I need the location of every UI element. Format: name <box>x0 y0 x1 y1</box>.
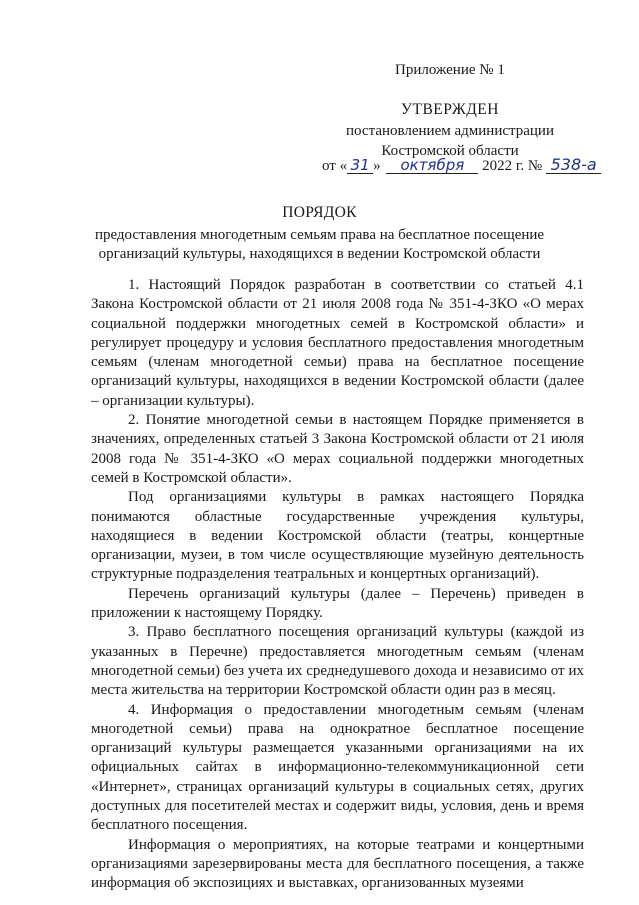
paragraph-4: Перечень организаций культуры (далее – Перечень) приведен в приложении к настоящему Порядку. <box>91 585 584 622</box>
decree-date-number <box>322 155 601 177</box>
paragraph-1: 1. Настоящий Порядок разработан в соответствии со статьей 4.1 Закона Костромской области от 21 июля 2008 года № 351-4-ЗКО «О мерах социальной поддержки многодетных семей в Костромской области» и регулирует процедуру и условия бесплатного предоставления многодетным семьям (членам многодетной семьи) права на бесплатное посещение организаций культуры, находящихся в ведении Костромской области (далее – организации культуры). <box>91 277 584 409</box>
paragraph-3: Под организациями культуры в рамках настоящего Порядка понимаются областные государственные учреждения культуры, находящиеся в ведении Костромской области (театры, концертные организации, музеи, в том числе осуществляющие музейную деятельность структурные подразделения театральных и концертных организаций). <box>91 489 584 583</box>
subtitle-line-2: организаций культуры, находящихся в ведении Костромской области <box>98 246 541 262</box>
number-prefix: № <box>527 158 543 174</box>
paragraph-2: 2. Понятие многодетной семьи в настоящем Порядке применяется в значениях, определенных статьей 3 Закона Костромской области от 21 июля 2008 года № 351-4-ЗКО «О мерах социальной поддержки многодетных семей в Костромской области». <box>91 412 584 486</box>
date-year: 2022 г. <box>482 158 525 174</box>
approval-block <box>300 100 600 161</box>
approved-title: УТВЕРЖДЕН <box>401 101 499 118</box>
document-title: ПОРЯДОК <box>282 204 357 221</box>
handwritten-day: 31 <box>347 157 373 174</box>
document-body <box>91 276 584 894</box>
appendix-label: Приложение № 1 <box>395 62 505 78</box>
paragraph-7: Информация о мероприятиях, на которые театрами и концертными организациями зарезервированы места для бесплатного посещения, а также информация об экспозициях и выставках, организованных музеями <box>91 836 584 892</box>
handwritten-number: 538-а <box>546 157 601 174</box>
date-prefix: от « <box>322 158 348 174</box>
paragraph-5: 3. Право бесплатного посещения организаций культуры (каждой из указанных в Перечне) предоставляется многодетным семьям (членам многодетной семьи) без учета их среднедушевого дохода и независимо от их места жительства на территории Костромской области один раз в месяц. <box>91 624 584 699</box>
paragraph-6: 4. Информация о предоставлении многодетным семьям (членам многодетной семьи) права на однократное бесплатное посещение организаций культуры размещается указанными организациями на их официальных сайтах в информационно-телекоммуникационной сети «Интернет», страницах организаций культуры в социальных сетях, других доступных для посетителей местах и содержит виды, условия, день и время бесплатного посещения. <box>91 701 584 834</box>
handwritten-month: октября <box>386 157 478 174</box>
subtitle-line-1: предоставления многодетным семьям права на бесплатное посещение <box>94 227 545 243</box>
document-subtitle <box>80 226 559 264</box>
date-mid: » <box>373 158 381 174</box>
approved-by-line-2: Костромской области <box>381 143 519 159</box>
approved-by-line-1: постановлением администрации <box>346 123 554 139</box>
